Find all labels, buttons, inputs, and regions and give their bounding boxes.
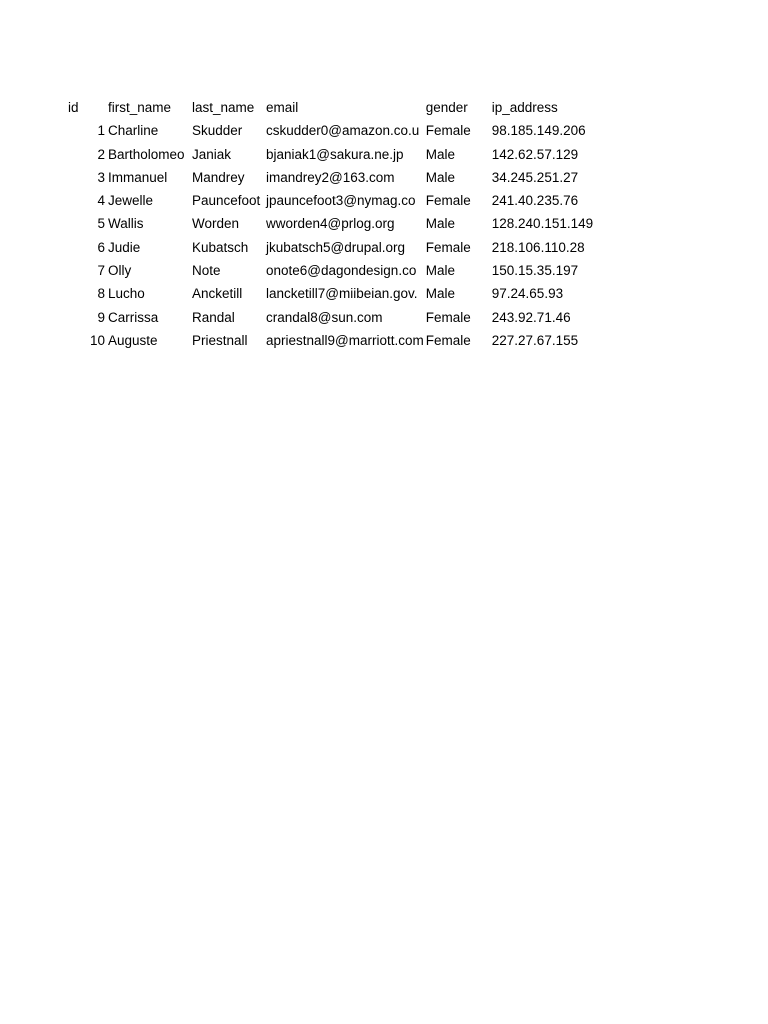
cell-first-name: Auguste — [108, 332, 158, 348]
cell-email: lancketill7@miibeian.gov. — [266, 286, 418, 302]
header-ip-address: ip_address — [491, 100, 558, 115]
cell-first-name: Bartholomeo — [108, 146, 185, 162]
cell-id: 9 — [97, 309, 105, 325]
cell-email: jkubatsch5@drupal.org — [266, 239, 406, 255]
cell-ip-address: 142.62.57.129 — [491, 146, 579, 162]
cell-gender: Female — [425, 332, 471, 348]
cell-ip-address: 34.245.251.27 — [491, 169, 579, 185]
table-row — [64, 329, 600, 352]
cell-email: onote6@dagondesign.co — [266, 263, 417, 279]
cell-gender: Female — [425, 123, 471, 139]
table-row — [64, 259, 600, 282]
cell-first-name: Wallis — [108, 216, 144, 232]
cell-last-name: Priestnall — [192, 332, 248, 348]
cell-first-name: Jewelle — [108, 193, 154, 209]
cell-last-name: Mandrey — [192, 169, 245, 185]
cell-id: 4 — [97, 193, 105, 209]
cell-last-name: Note — [192, 263, 221, 279]
cell-id: 5 — [97, 216, 105, 232]
cell-first-name: Olly — [108, 263, 132, 279]
table-row — [64, 119, 600, 142]
cell-gender: Male — [425, 169, 456, 185]
cell-first-name: Immanuel — [108, 169, 168, 185]
cell-gender: Male — [425, 146, 456, 162]
cell-last-name: Worden — [192, 216, 240, 232]
cell-id: 8 — [97, 286, 105, 302]
cell-id: 10 — [89, 332, 105, 348]
table-row — [64, 236, 600, 259]
cell-ip-address: 97.24.65.93 — [491, 286, 564, 302]
table-row — [64, 212, 600, 235]
header-row — [64, 96, 600, 119]
cell-last-name: Ancketill — [192, 286, 243, 302]
cell-id: 6 — [97, 239, 105, 255]
table-row — [64, 166, 600, 189]
cell-ip-address: 243.92.71.46 — [491, 309, 571, 325]
cell-id: 3 — [97, 169, 105, 185]
cell-gender: Male — [425, 286, 456, 302]
cell-gender: Male — [425, 216, 456, 232]
cell-last-name: Randal — [192, 309, 235, 325]
cell-gender: Male — [425, 263, 456, 279]
cell-ip-address: 128.240.151.149 — [491, 216, 594, 232]
cell-gender: Female — [425, 309, 471, 325]
table-row — [64, 189, 600, 212]
cell-last-name: Kubatsch — [192, 239, 249, 255]
cell-gender: Female — [425, 239, 471, 255]
cell-ip-address: 150.15.35.197 — [491, 263, 579, 279]
cell-email: apriestnall9@marriott.com — [266, 332, 424, 348]
table-row — [64, 306, 600, 329]
cell-email: wworden4@prlog.org — [266, 216, 395, 232]
cell-ip-address: 98.185.149.206 — [491, 123, 586, 139]
header-first-name: first_name — [108, 100, 172, 115]
cell-gender: Female — [425, 193, 471, 209]
cell-last-name: Pauncefoot — [192, 193, 261, 209]
table-row — [64, 143, 600, 166]
cell-last-name: Janiak — [192, 146, 232, 162]
table-row — [64, 282, 600, 305]
cell-first-name: Judie — [108, 239, 141, 255]
cell-first-name: Charline — [108, 123, 159, 139]
header-email: email — [266, 100, 299, 115]
cell-email: jpauncefoot3@nymag.co — [266, 193, 416, 209]
cell-ip-address: 227.27.67.155 — [491, 332, 579, 348]
cell-last-name: Skudder — [192, 123, 243, 139]
cell-id: 7 — [97, 263, 105, 279]
cell-ip-address: 241.40.235.76 — [491, 193, 579, 209]
header-id: id — [68, 100, 79, 115]
header-gender: gender — [425, 100, 468, 115]
cell-first-name: Carrissa — [108, 309, 159, 325]
cell-id: 2 — [97, 146, 105, 162]
cell-email: crandal8@sun.com — [266, 309, 383, 325]
cell-email: bjaniak1@sakura.ne.jp — [266, 146, 404, 162]
header-last-name: last_name — [192, 100, 255, 115]
cell-email: imandrey2@163.com — [266, 169, 395, 185]
cell-first-name: Lucho — [108, 286, 145, 302]
cell-id: 1 — [97, 123, 105, 139]
cell-ip-address: 218.106.110.28 — [491, 239, 585, 255]
data-table — [64, 96, 600, 352]
cell-email: cskudder0@amazon.co.u — [266, 123, 420, 139]
